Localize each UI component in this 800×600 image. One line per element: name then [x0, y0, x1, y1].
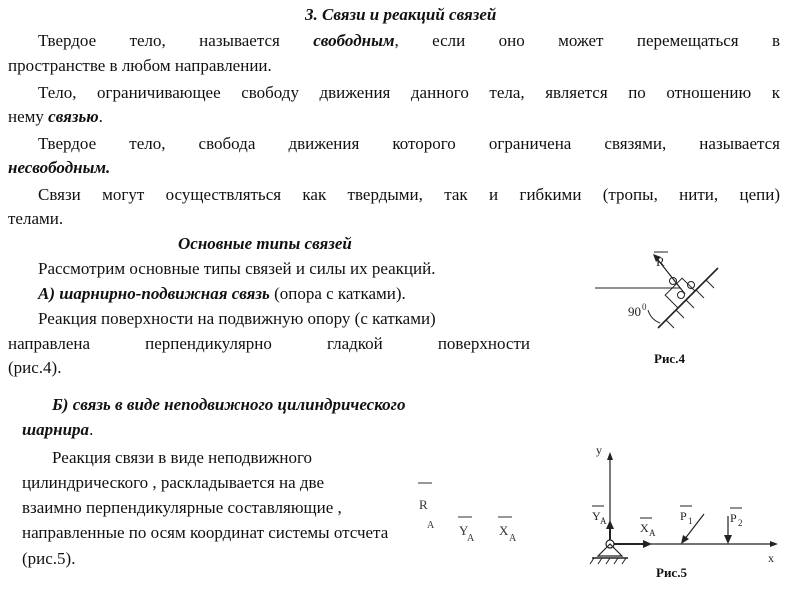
paragraph-constraint-line1: Тело, ограничивающее свободу движения данного тела, является по отношению к [38, 83, 780, 102]
svg-text:x: x [768, 551, 774, 565]
svg-text:Y: Y [459, 523, 469, 538]
svg-text:y: y [596, 443, 602, 457]
paragraph-constraint-line2: нему связью. [8, 107, 103, 126]
section-title: Основные типы связей [178, 234, 352, 253]
item-a-line1: Реакция поверхности на подвижную опору (с катками) [38, 309, 436, 328]
svg-text:P: P [730, 511, 737, 525]
figure-4-caption: Рис.4 [654, 351, 685, 366]
item-b-line3: взаимно перпендикулярные составляющие , [22, 498, 342, 517]
svg-text:A: A [467, 533, 475, 544]
item-b-line2: цилиндрического , раскладывается на две [22, 473, 324, 492]
symbol-ya [458, 517, 475, 544]
svg-text:A: A [427, 520, 435, 531]
svg-text:P: P [680, 509, 687, 523]
intro-text: Рассмотрим основные типы связей и силы их реакций. [38, 259, 436, 278]
item-b-heading-line1: Б) связь в виде неподвижного цилиндрического [52, 395, 406, 414]
term-free: свободным [313, 31, 395, 50]
figure-4-roller-support [590, 248, 730, 358]
symbol-ra [418, 483, 435, 531]
svg-text:R: R [656, 254, 665, 269]
paragraph-free-body-line1: Твердое тело, называется свободным, если оно может перемещаться в [38, 31, 780, 50]
page-title: 3. Связи и реакций связей [305, 5, 497, 24]
svg-text:X: X [640, 521, 649, 535]
svg-text:A: A [600, 516, 607, 526]
item-a-heading: А) шарнирно-подвижная связь (опора с катками). [38, 284, 406, 303]
term-non-free: несвободным. [8, 158, 111, 177]
svg-text:Y: Y [592, 509, 601, 523]
item-b-line4: направленные по осям координат системы отсчета [22, 523, 389, 542]
item-a-line2: направлена перпендикулярно гладкой поверхности [8, 334, 530, 353]
item-b-heading-line2: шарнира. [22, 420, 94, 439]
svg-text:90: 90 [628, 304, 641, 319]
figure-5-caption: Рис.5 [656, 565, 687, 580]
svg-text:A: A [649, 528, 656, 538]
svg-text:2: 2 [738, 518, 743, 528]
svg-text:R: R [419, 497, 428, 512]
svg-text:1: 1 [688, 516, 693, 526]
svg-text:X: X [499, 523, 509, 538]
item-a-line3: (рис.4). [8, 358, 62, 377]
item-b-line1: Реакция связи в виде неподвижного [52, 448, 313, 467]
svg-text:A: A [509, 533, 517, 544]
svg-text:0: 0 [642, 302, 647, 312]
figure-5-fixed-hinge [588, 440, 788, 580]
term-constraint: связью [48, 107, 99, 126]
paragraph-non-free-line1: Твердое тело, свобода движения которого ограничена связями, называется [38, 134, 780, 153]
symbol-xa [498, 517, 517, 544]
paragraph-bond-types-line2: телами. [8, 209, 64, 228]
item-b-line5: (рис.5). [22, 549, 76, 568]
paragraph-bond-types-line1: Связи могут осуществляться как твердыми, так и гибкими (тропы, нити, цепи) [38, 185, 780, 204]
paragraph-free-body-line2: пространстве в любом направлении. [8, 56, 272, 75]
